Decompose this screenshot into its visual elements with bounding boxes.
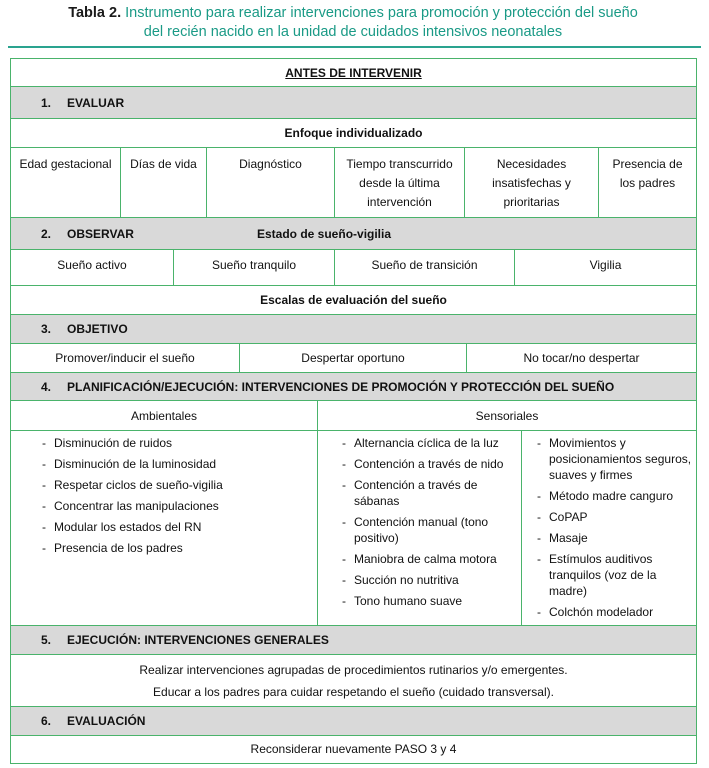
section-5-header (11, 626, 696, 655)
environmental-list-cell (11, 431, 318, 625)
sensory-header: Sensoriales (475, 409, 539, 423)
list-item: - Presencia de los padres (42, 540, 317, 556)
section-6-title (41, 707, 145, 736)
section-1-number: 1. (41, 96, 52, 110)
eval-col-2 (121, 148, 207, 217)
list-item: - Disminución de ruidos (42, 435, 317, 451)
sensory-list-a (342, 435, 515, 609)
objective-timely-awakening: Despertar oportuno (240, 344, 467, 372)
general-intervention-1: Realizar intervenciones agrupadas de procedimientos rutinarios y/o emergentes. (139, 663, 568, 677)
section-3-number: 3. (41, 322, 52, 336)
list-item: - Respetar ciclos de sueño-vigilia (42, 477, 317, 493)
list-item: - Alternancia cíclica de la luz (342, 435, 515, 451)
intervention-lists-row (11, 431, 696, 626)
list-item: - Succión no nutritiva (342, 572, 515, 588)
eval-col-label: Presencia de los padres (612, 157, 683, 190)
section-4-label: PLANIFICACIÓN/EJECUCIÓN: INTERVENCIONES DE PROMOCIÓN Y PROTECCIÓN DEL SUEÑO (67, 380, 615, 394)
section-5-label: EJECUCIÓN: INTERVENCIONES GENERALES (67, 633, 329, 647)
list-item: - Método madre canguro (537, 488, 692, 504)
sensory-list-a-cell (318, 431, 522, 625)
section-4-header (11, 373, 696, 401)
section-5-number: 5. (41, 633, 52, 647)
individualized-approach-row (11, 119, 696, 148)
list-item: - Contención a través de nido (342, 456, 515, 472)
section-3-title (41, 315, 128, 344)
evaluation-text: Reconsiderar nuevamente PASO 3 y 4 (250, 742, 457, 756)
sleep-wake-state-label: Estado de sueño-vigilia (257, 227, 392, 241)
eval-col-5 (465, 148, 599, 217)
eval-col-6 (599, 148, 696, 217)
intervention-types-row (11, 401, 696, 431)
eval-col-1 (11, 148, 121, 217)
list-item: - Colchón modelador (537, 604, 692, 620)
list-item: - Tono humano suave (342, 593, 515, 609)
section-1-header (11, 87, 696, 119)
sleep-scales-row (11, 286, 696, 315)
section-3-header (11, 315, 696, 344)
section-6-header (11, 707, 696, 736)
state-transition-sleep: Sueño de transición (335, 250, 515, 285)
environmental-header: Ambientales (11, 401, 318, 430)
caption-line-1 (8, 4, 698, 23)
sleep-scales: Escalas de evaluación del sueño (260, 293, 447, 307)
section-4-title (41, 373, 614, 401)
objective-promote-sleep: Promover/inducir el sueño (11, 344, 240, 372)
sensory-list-b (537, 435, 692, 620)
list-item: - Maniobra de calma motora (342, 551, 515, 567)
section-2-title (41, 218, 134, 250)
caption-divider (8, 46, 701, 48)
state-quiet-sleep: Sueño tranquilo (174, 250, 335, 285)
list-item: - Estímulos auditivos tranquilos (voz de la madre) (537, 551, 692, 599)
table-caption (8, 4, 698, 42)
list-item: - Contención a través de sábanas (342, 477, 515, 509)
caption-title-1: Instrumento para realizar intervenciones para promoción y protección del sueño (125, 5, 638, 21)
evaluation-columns-row (11, 148, 696, 218)
table-title-row (11, 59, 696, 87)
objective-do-not-disturb: No tocar/no despertar (523, 351, 640, 365)
section-2-header (11, 218, 696, 250)
general-intervention-2: Educar a los padres para cuidar respetando el sueño (cuidado transversal). (153, 685, 554, 699)
state-active-sleep: Sueño activo (11, 250, 174, 285)
objective-options-row (11, 344, 696, 373)
list-item: - Concentrar las manipulaciones (42, 498, 317, 514)
state-wakefulness: Vigilia (589, 258, 622, 272)
section-1-label: EVALUAR (67, 96, 125, 110)
list-item: - Disminución de la luminosidad (42, 456, 317, 472)
section-2-label: OBSERVAR (67, 227, 134, 241)
section-3-label: OBJETIVO (67, 322, 128, 336)
general-interventions (11, 655, 696, 706)
list-item: - Modular los estados del RN (42, 519, 317, 535)
section-4-number: 4. (41, 380, 52, 394)
sensory-list-b-cell (522, 431, 696, 625)
individualized-approach: Enfoque individualizado (284, 126, 423, 140)
eval-col-label: Tiempo transcurrido desde la última intervención (346, 157, 453, 209)
list-item: - Movimientos y posicionamientos seguros, suaves y firmes (537, 435, 692, 483)
section-1-title (41, 87, 124, 119)
evaluation-row (11, 736, 696, 763)
intervention-table (10, 58, 697, 764)
general-interventions-row (11, 655, 696, 707)
sleep-states-row (11, 250, 696, 286)
eval-col-label: Edad gestacional (19, 157, 112, 171)
environmental-list (42, 435, 317, 556)
eval-col-label: Días de vida (130, 157, 197, 171)
section-5-title (41, 626, 329, 655)
eval-col-3 (207, 148, 335, 217)
caption-label: Tabla 2. (68, 5, 122, 21)
eval-col-4 (335, 148, 465, 217)
caption-title-2: del recién nacido en la unidad de cuidados intensivos neonatales (143, 24, 563, 40)
list-item: - Masaje (537, 530, 692, 546)
eval-col-label: Necesidades insatisfechas y prioritarias (492, 157, 571, 209)
table-title: ANTES DE INTERVENIR (285, 66, 422, 80)
eval-col-label: Diagnóstico (239, 157, 302, 171)
list-item: - CoPAP (537, 509, 692, 525)
section-2-number: 2. (41, 227, 52, 241)
section-6-number: 6. (41, 714, 52, 728)
section-6-label: EVALUACIÓN (67, 714, 146, 728)
list-item: - Contención manual (tono positivo) (342, 514, 515, 546)
